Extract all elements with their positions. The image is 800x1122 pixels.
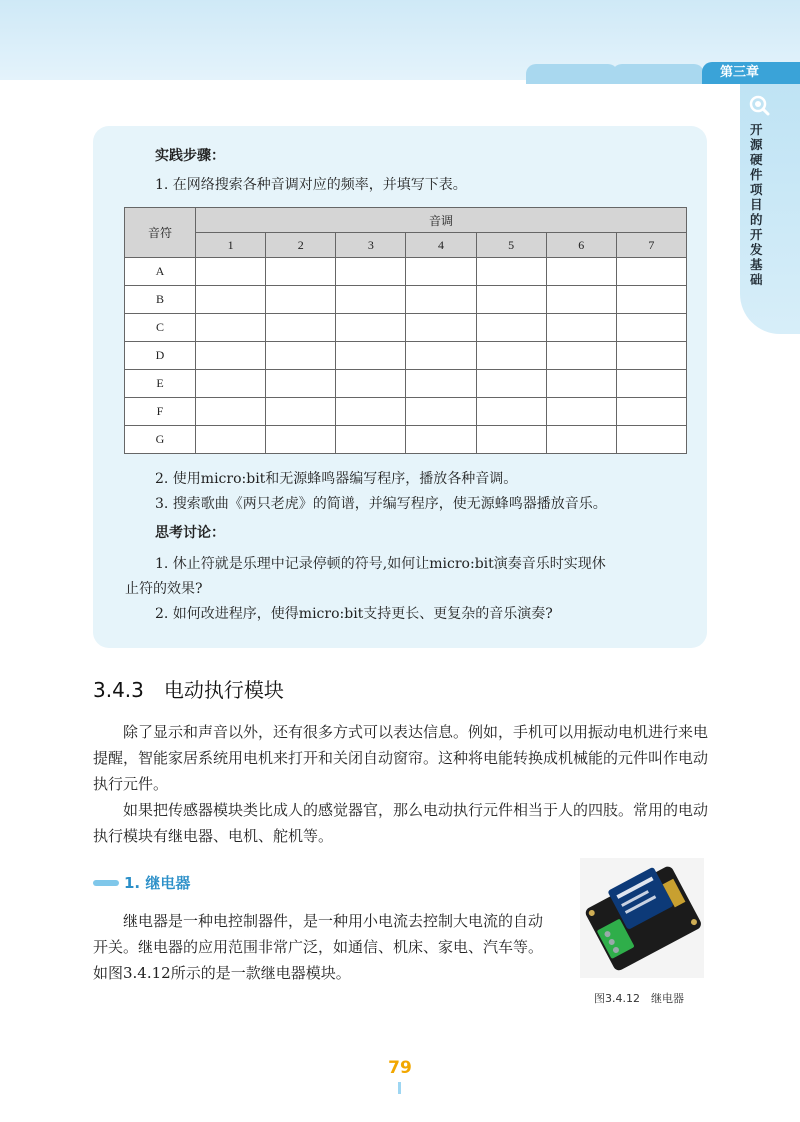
- subsection-title: 1. 继电器: [124, 874, 191, 892]
- header-tab: [526, 64, 618, 84]
- side-chapter-title: 开源硬件项目的开发基础: [750, 122, 763, 287]
- magnifier-icon: [748, 94, 770, 116]
- note-label: E: [125, 370, 196, 398]
- note-label: B: [125, 286, 196, 314]
- table-row: [125, 370, 687, 398]
- pitch-number: 2: [266, 233, 336, 258]
- pitch-number: 4: [406, 233, 476, 258]
- relay-module-image: [580, 858, 704, 978]
- pitch-frequency-table: [124, 207, 687, 454]
- table-row: [125, 286, 687, 314]
- table-row: [125, 426, 687, 454]
- side-bar: [740, 84, 800, 334]
- note-label: A: [125, 258, 196, 286]
- question-1-line-2: 止符的效果?: [125, 581, 203, 597]
- page-number: 79: [388, 1058, 412, 1078]
- section-paragraph-2: 如果把传感器模块类比成人的感觉器官，那么电动执行元件相当于人的四肢。常用的电动执行模块有继电器、电机、舵机等。: [93, 801, 709, 845]
- section-title: [93, 674, 284, 703]
- page-number-decoration: [398, 1082, 401, 1094]
- table-row: [125, 398, 687, 426]
- header-tab: [612, 64, 704, 84]
- pitch-number: 7: [616, 233, 686, 258]
- question-2: 2. 如何改进程序，使得micro:bit支持更长、更复杂的音乐演奏?: [155, 606, 553, 622]
- section-heading: 电动执行模块: [163, 678, 284, 702]
- section-paragraph-1: 除了显示和声音以外，还有很多方式可以表达信息。例如，手机可以用振动电机进行来电提醒，智能家居系统用电机来打开和关闭自动窗帘。这种将电能转换成机械能的元件叫作电动执行元件。: [93, 723, 709, 793]
- step-2: 2. 使用micro:bit和无源蜂鸣器编写程序，播放各种音调。: [155, 471, 518, 487]
- step-1: 1. 在网络搜索各种音调对应的频率，并填写下表。: [155, 177, 467, 193]
- relay-paragraph: 继电器是一种电控制器件，是一种用小电流去控制大电流的自动开关。继电器的应用范围非常广泛，如通信、机床、家电、汽车等。如图3.4.12所示的是一款继电器模块。: [93, 912, 544, 982]
- chapter-label: 第三章: [702, 62, 800, 84]
- section-number: 3.4.3: [93, 678, 144, 702]
- pitch-number: 1: [196, 233, 266, 258]
- pitch-number: 3: [336, 233, 406, 258]
- table-header-pitch: 音调: [196, 208, 687, 233]
- pitch-number: 6: [546, 233, 616, 258]
- table-row: [125, 342, 687, 370]
- table-row: [125, 258, 687, 286]
- table-row: [125, 314, 687, 342]
- question-1-line-1: 1. 休止符就是乐理中记录停顿的符号,如何让micro:bit演奏音乐时实现休: [155, 556, 606, 572]
- subsection-marker: [93, 880, 119, 886]
- note-label: C: [125, 314, 196, 342]
- steps-heading: 实践步骤：: [155, 148, 225, 164]
- table-header-note: 音符: [125, 208, 196, 258]
- pitch-number: 5: [476, 233, 546, 258]
- figure-caption: 图3.4.12 继电器: [594, 992, 684, 1005]
- note-label: D: [125, 342, 196, 370]
- step-3: 3. 搜索歌曲《两只老虎》的简谱，并编写程序，使无源蜂鸣器播放音乐。: [155, 496, 607, 512]
- discussion-heading: 思考讨论：: [155, 525, 225, 541]
- note-label: G: [125, 426, 196, 454]
- note-label: F: [125, 398, 196, 426]
